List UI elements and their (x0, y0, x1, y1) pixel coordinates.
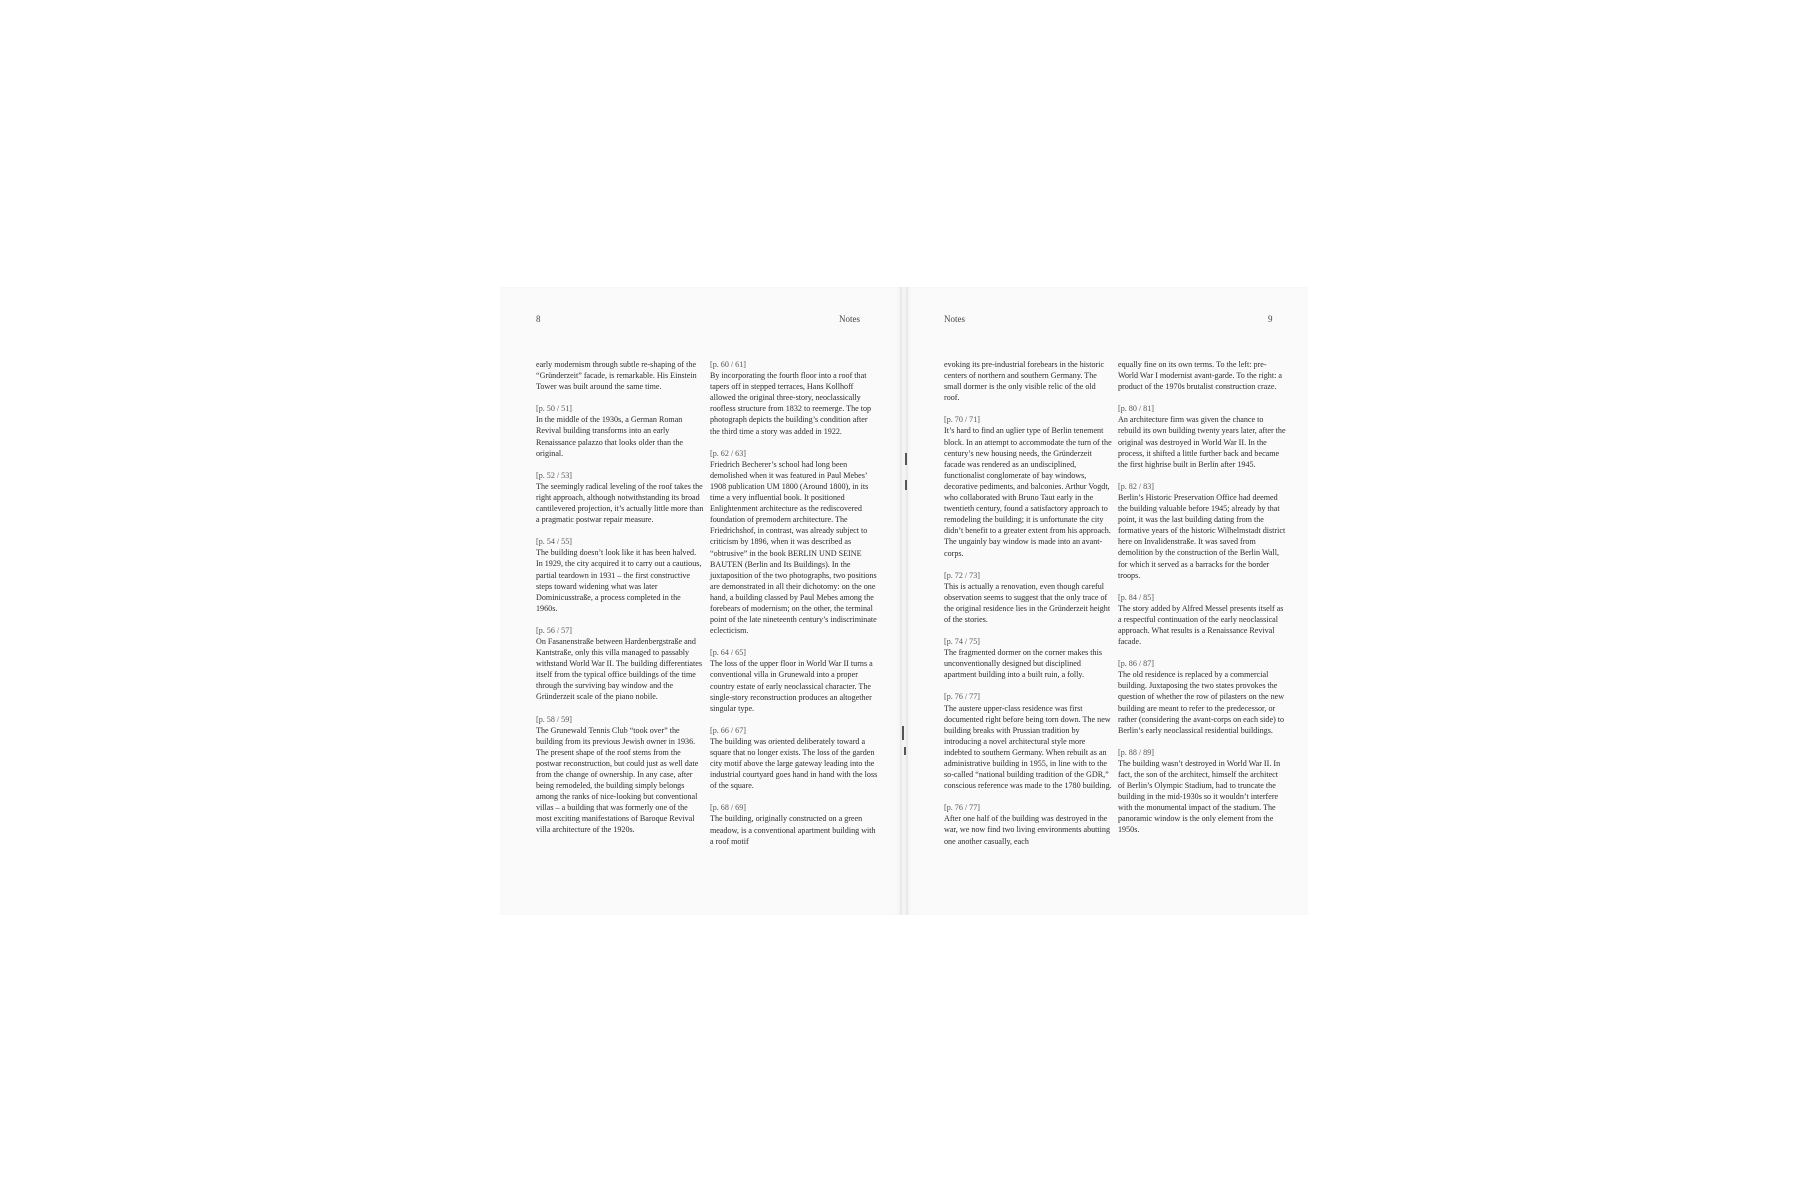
note-ref: [p. 70 / 71] (944, 415, 980, 425)
note-text: equally fine on its own terms. To the left: pre-World War I modernist avant-garde. To the right: a product of the 1970s brutalist construction craze. (1118, 360, 1282, 392)
note-text: evoking its pre-industrial forebears in the historic centers of northern and southern Germany. The small dormer is the only visible relic of the old roof. (944, 360, 1105, 403)
staple-mark (902, 726, 904, 740)
note-entry (1118, 359, 1286, 392)
note-entry (536, 714, 704, 836)
note-entry (536, 625, 704, 703)
note-entry (1118, 592, 1286, 647)
note-ref: [p. 72 / 73] (944, 570, 980, 580)
note-entry (710, 802, 878, 846)
note-entry (944, 636, 1112, 680)
note-text: The austere upper-class residence was first documented right before being torn down. The new building breaks with Prussian tradition by introducing a novel architectural style more indebted to southern Germany. When rebuilt as an administrative building in 1955, in line with to the so-called “national building tradition of the GDR,” conscious reference was made to the 1780 building. (944, 703, 1112, 791)
note-ref: [p. 52 / 53] (536, 470, 572, 480)
note-text: It’s hard to find an uglier type of Berlin tenement block. In an attempt to accommodate the turn of the century’s new housing needs, the Gründerzeit facade was rendered as an undisciplined, functionalist conglomerate of bay windows, decorative pediments, and balconies. Arthur Vogdt, who collaborated with Bruno Taut early in the twentieth century, found a satisfactory approach to remodeling the building; it is unfortunate the city didn’t benefit to a greater extent from his approach. The ungainly bay window is made into an avant-corps. (944, 426, 1112, 558)
note-text: Berlin’s Historic Preservation Office had deemed the building valuable before 1945; already by that point, it was the last building dating from the formative years of the historic Wilhelmstadt district here on Invalidenstraße. It was saved from demolition by the construction of the Berlin Wall, for which it served as a barracks for the border troops. (1118, 492, 1286, 580)
note-text: The old residence is replaced by a commercial building. Juxtaposing the two states provokes the question of whether the row of pilasters on the new building are meant to refer to the predecessor, or rather (considering the avant-corps on each side) to Berlin’s early neoclassical residential buildings. (1118, 670, 1285, 735)
note-text: In the middle of the 1930s, a German Roman Revival building transforms into an early Renaissance palazzo that looks older than the original. (536, 415, 683, 458)
note-entry (1118, 481, 1286, 581)
note-entry (944, 414, 1112, 558)
note-entry (944, 570, 1112, 625)
note-text: The building doesn’t look like it has been halved. In 1929, the city acquired it to carry out a cautious, partial teardown in 1931 – the first constructive steps toward widening what was later Dominicusstraße, a process completed in the 1960s. (536, 548, 702, 613)
note-text: The building was oriented deliberately toward a square that no longer exists. The loss of the garden city motif above the large gateway leading into the industrial courtyard goes hand in hand with the loss of the square. (710, 736, 878, 791)
note-ref: [p. 56 / 57] (536, 625, 572, 635)
spine-gutter (900, 287, 908, 915)
note-ref: [p. 76 / 77] (944, 803, 980, 813)
left-page (500, 287, 904, 915)
note-ref: [p. 88 / 89] (1118, 747, 1154, 757)
staple-mark (904, 747, 906, 755)
note-ref: [p. 64 / 65] (710, 648, 746, 658)
note-entry (944, 802, 1112, 846)
note-text: The Grunewald Tennis Club “took over” the building from its previous Jewish owner in 1936. The present shape of the roof stems from the postwar reconstruction, but could just as well date from the change of ownership. In any case, after being remodeled, the building simply belongs among the ranks of nice-looking but conventional villas – a building that was formerly one of the most exciting manifestations of Baroque Revival villa architecture of the 1920s. (536, 725, 699, 835)
note-ref: [p. 82 / 83] (1118, 481, 1154, 491)
note-text: The fragmented dormer on the corner makes this unconventionally designed but disciplined apartment building into a built ruin, a folly. (944, 648, 1102, 680)
book-spread (500, 287, 1308, 915)
note-ref: [p. 54 / 55] (536, 537, 572, 547)
note-text: By incorporating the fourth floor into a roof that tapers off in stepped terraces, Hans Kollhoff allowed the original three-story, neoclassically roofless structure from 1832 to reemerge. The top photograph depicts the building’s condition after the third time a story was added in 1922. (710, 371, 872, 436)
note-entry (536, 359, 704, 392)
note-ref: [p. 86 / 87] (1118, 659, 1154, 669)
note-ref: [p. 66 / 67] (710, 725, 746, 735)
left-column-2 (710, 359, 878, 858)
note-entry (1118, 658, 1286, 736)
note-ref: [p. 58 / 59] (536, 714, 572, 724)
note-ref: [p. 74 / 75] (944, 637, 980, 647)
note-ref: [p. 80 / 81] (1118, 404, 1154, 414)
note-entry (1118, 403, 1286, 470)
note-text: Friedrich Becherer’s school had long been demolished when it was featured in Paul Mebes’ 1908 publication UM 1800 (Around 1800), in its time a very influential book. It positioned Enlightenment architecture as the rediscovered foundation of premodern architecture. The Friedrichshof, in contrast, was already subject to criticism by 1896, when it was described as “obtrusive” in the book BERLIN UND SEINE BAUTEN (Berlin and Its Buildings). In the juxtaposition of the two photographs, two positions are demonstrated in all their dichotomy: on the one hand, a building classed by Paul Mebes among the forebears of modernism; on the other, the terminal point of the late nineteenth century’s indiscriminate eclecticism. (710, 459, 877, 636)
note-ref: [p. 68 / 69] (710, 803, 746, 813)
note-text: The seemingly radical leveling of the roof takes the right approach, although notwithstanding its broad cantilevered projection, it’s actually little more than a pragmatic postwar repair measure. (536, 481, 704, 525)
note-entry (710, 359, 878, 437)
staple-mark (905, 480, 907, 490)
note-entry (944, 691, 1112, 791)
note-text: The building, originally constructed on a green meadow, is a conventional apartment building with a roof motif (710, 814, 876, 846)
note-ref: [p. 60 / 61] (710, 360, 746, 369)
note-text: An architecture firm was given the chance to rebuild its own building twenty years later, after the original was destroyed in World War II. In the process, it shifted a little further back and became the first highrise built in Berlin after 1945. (1118, 415, 1286, 469)
right-page-number: 9 (1268, 314, 1273, 324)
note-entry (944, 359, 1112, 403)
left-column-1 (536, 359, 704, 847)
right-column-2 (1118, 359, 1286, 847)
note-entry (536, 403, 704, 458)
note-ref: [p. 50 / 51] (536, 404, 572, 414)
right-page (904, 287, 1308, 915)
left-running-header: Notes (839, 314, 860, 324)
note-ref: [p. 84 / 85] (1118, 592, 1154, 602)
note-entry (710, 448, 878, 637)
note-ref: [p. 76 / 77] (944, 692, 980, 702)
note-text: On Fasanenstraße between Hardenbergstraße and Kantstraße, only this villa managed to passably withstand World War II. The building differentiates itself from the typical office buildings of the time through the surviving bay window and the Gründerzeit scale of the piano nobile. (536, 636, 703, 702)
left-page-number: 8 (536, 314, 541, 324)
note-text: early modernism through subtle re-shaping of the “Gründerzeit” facade, is remarkable. His Einstein Tower was built around the same time. (536, 360, 697, 392)
note-entry (536, 470, 704, 525)
right-column-1 (944, 359, 1112, 858)
note-entry (1118, 747, 1286, 836)
note-text: This is actually a renovation, even though careful observation seems to suggest that the only trace of the original residence lies in the Gründerzeit height of the stories. (944, 581, 1111, 624)
note-text: The building wasn’t destroyed in World War II. In fact, the son of the architect, himself the architect of Berlin’s Olympic Stadium, had to truncate the building in the mid-1930s so it wouldn’t interfere with the monumental impact of the stadium. The panoramic window is the only element from the 1950s. (1118, 758, 1281, 835)
right-running-header: Notes (944, 314, 965, 324)
note-text: The loss of the upper floor in World War II turns a conventional villa in Grunewald into a proper country estate of early neoclassical character. The single-story reconstruction produces an altogether singular type. (710, 659, 873, 713)
note-ref: [p. 62 / 63] (710, 448, 746, 458)
note-text: The story added by Alfred Messel presents itself as a respectful continuation of the early neoclassical approach. What results is a Renaissance Revival facade. (1118, 603, 1284, 647)
staple-mark (905, 453, 907, 465)
note-entry (710, 647, 878, 714)
note-text: After one half of the building was destroyed in the war, we now find two living environments abutting one another casually, each (944, 814, 1111, 846)
note-entry (536, 536, 704, 614)
note-entry (710, 725, 878, 792)
